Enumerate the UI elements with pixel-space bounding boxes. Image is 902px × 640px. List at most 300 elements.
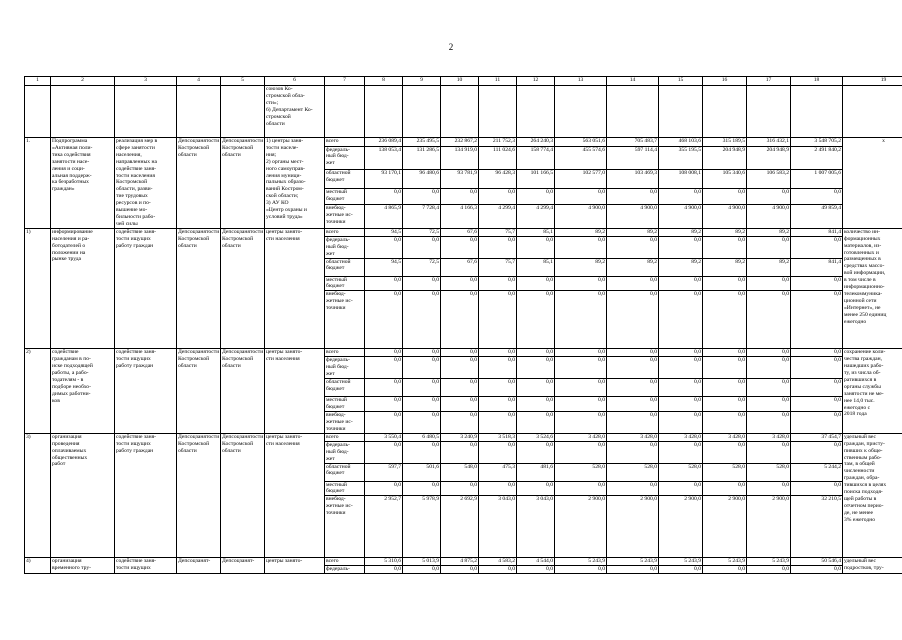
- funding-value: 2 692,9: [441, 496, 479, 558]
- funding-value: 2 900,0: [659, 496, 703, 558]
- funding-value: 0,0: [555, 397, 607, 412]
- funding-value: 0,0: [555, 189, 607, 205]
- funding-value: 0,0: [607, 236, 659, 258]
- participants: центры занято-: [265, 558, 325, 574]
- funding-value: 89,2: [555, 258, 607, 276]
- funding-value: 96 428,3: [479, 169, 517, 188]
- column-header: 7: [325, 77, 365, 86]
- funding-value: 0,0: [747, 276, 791, 291]
- funding-value: 0,0: [555, 291, 607, 349]
- funding-value: 0,0: [403, 357, 441, 379]
- funding-value: 89,2: [703, 228, 747, 236]
- funding-value: 0,0: [479, 189, 517, 205]
- funding-value: 0,0: [479, 481, 517, 496]
- funding-value: 0,0: [659, 411, 703, 433]
- funding-value: 235 495,5: [403, 138, 441, 147]
- funding-value: 0,0: [403, 276, 441, 291]
- funding-value: 2 900,0: [703, 496, 747, 558]
- funding-value: 0,0: [441, 411, 479, 433]
- funding-value: 316 432,1: [747, 138, 791, 147]
- measure-goal: содействие заня- тости ищущих: [115, 558, 177, 574]
- funding-value: 0,0: [703, 276, 747, 291]
- column-header: 5: [221, 77, 265, 86]
- measure-name: информирование населения и ра- ботодателей о положении на рынке труда: [51, 228, 115, 349]
- funding-value: 103 469,3: [607, 169, 659, 188]
- funding-value: 0,0: [403, 566, 441, 574]
- funding-value: 528,0: [607, 463, 659, 481]
- funding-value: 0,0: [791, 379, 843, 397]
- funding-value: 3 240,9: [441, 433, 479, 441]
- funding-value: 94,5: [365, 258, 403, 276]
- measure-goal: реализация мер в сфере занятости населения, направленных на содействие заня- тости населения Костромской области, разви- тие трудовых ресурсов и по- вышение мо- бильности рабо- чей силы: [115, 138, 177, 229]
- measure-goal: содействие заня- тости ищущих работу граждан: [115, 433, 177, 558]
- funding-value: 841,4: [791, 258, 843, 276]
- funding-value: 0,0: [703, 379, 747, 397]
- funding-value: 3 428,0: [747, 433, 791, 441]
- funding-value: 0,0: [441, 291, 479, 349]
- funding-value: 89,2: [607, 228, 659, 236]
- funding-value: 0,0: [607, 291, 659, 349]
- measure-name: организация проведения оплачиваемых общественных работ: [51, 433, 115, 558]
- funding-value: 3 548 705,2: [791, 138, 843, 147]
- funding-source: областной бюджет: [325, 169, 365, 188]
- funding-value: 5 310,6: [365, 558, 403, 566]
- funding-value: 89,2: [555, 228, 607, 236]
- funding-value: 4 299,4: [479, 205, 517, 229]
- measure-goal: содействие заня- тости ищущих работу граждан: [115, 228, 177, 349]
- coexecutor: Депсоцзанятости Костромской области: [221, 138, 265, 229]
- funding-source: всего: [325, 349, 365, 357]
- funding-value: 0,0: [441, 349, 479, 357]
- funding-value: 0,0: [517, 357, 555, 379]
- funding-value: 89,2: [747, 228, 791, 236]
- funding-value: 0,0: [747, 411, 791, 433]
- funding-value: 0,0: [607, 481, 659, 496]
- funding-value: 0,0: [441, 379, 479, 397]
- funding-value: 841,4: [791, 228, 843, 236]
- funding-value: 49 859,4: [791, 205, 843, 229]
- funding-value: 528,0: [659, 463, 703, 481]
- funding-value: 0,0: [659, 276, 703, 291]
- funding-value: 0,0: [791, 411, 843, 433]
- column-header: 15: [659, 77, 703, 86]
- funding-source: внебюд- жетные ис- точники: [325, 291, 365, 349]
- responsible-executor: Депсоцзанятости Костромской области: [177, 349, 221, 434]
- funding-value: 0,0: [555, 357, 607, 379]
- funding-value: 0,0: [555, 481, 607, 496]
- funding-value: 5 243,9: [555, 558, 607, 566]
- funding-source: местный бюджет: [325, 276, 365, 291]
- coexecutor: Депсоцзанятости Костромской области: [221, 349, 265, 434]
- funding-value: 0,0: [517, 566, 555, 574]
- funding-value: 3 428,0: [659, 433, 703, 441]
- funding-value: 0,0: [441, 236, 479, 258]
- funding-value: 131 286,5: [403, 146, 441, 169]
- funding-value: 528,0: [555, 463, 607, 481]
- funding-value: 548,0: [441, 463, 479, 481]
- funding-value: 0,0: [365, 411, 403, 433]
- funding-value: 0,0: [659, 379, 703, 397]
- column-header: 18: [791, 77, 843, 86]
- funding-value: 3 428,0: [703, 433, 747, 441]
- funding-value: 0,0: [703, 357, 747, 379]
- column-header: 19: [843, 77, 902, 86]
- responsible-executor: Депсоцзанят-: [177, 558, 221, 574]
- column-header: 1: [25, 77, 51, 86]
- funding-value: 2 900,0: [607, 496, 659, 558]
- table-row: [25, 558, 902, 566]
- funding-value: 4 900,0: [607, 205, 659, 229]
- funding-value: 102 577,0: [555, 169, 607, 188]
- funding-value: 0,0: [747, 481, 791, 496]
- funding-value: 0,0: [441, 481, 479, 496]
- funding-value: 2 491 840,2: [791, 146, 843, 169]
- funding-value: 94,5: [365, 228, 403, 236]
- row-number: 4): [25, 558, 51, 574]
- header-row: [25, 77, 902, 86]
- funding-value: 0,0: [791, 441, 843, 463]
- funding-value: 0,0: [517, 397, 555, 412]
- funding-source: федераль- ный бюд- жет: [325, 146, 365, 169]
- funding-value: 0,0: [517, 349, 555, 357]
- funding-value: 0,0: [555, 236, 607, 258]
- funding-value: 0,0: [747, 236, 791, 258]
- table-row: [25, 228, 902, 236]
- funding-value: 85,1: [517, 258, 555, 276]
- funding-value: 0,0: [517, 276, 555, 291]
- funding-value: 204 948,9: [703, 146, 747, 169]
- measure-name: содействие гражданам в по- иске подходящей работы, а рабо- тодателям - в подборе необхо- димых работни- ков: [51, 349, 115, 434]
- funding-source: внебюд- жетные ис- точники: [325, 205, 365, 229]
- funding-value: 134 919,0: [441, 146, 479, 169]
- funding-value: 0,0: [703, 441, 747, 463]
- funding-value: 3 518,3: [479, 433, 517, 441]
- column-header: 16: [703, 77, 747, 86]
- participants: центры занято- сти населения: [265, 349, 325, 434]
- funding-value: 0,0: [747, 441, 791, 463]
- funding-value: 93 170,1: [365, 169, 403, 188]
- table-row: [25, 138, 902, 147]
- funding-value: 0,0: [479, 441, 517, 463]
- funding-value: 0,0: [365, 276, 403, 291]
- funding-value: 597,7: [365, 463, 403, 481]
- funding-value: 3 043,0: [517, 496, 555, 558]
- funding-source: областной бюджет: [325, 258, 365, 276]
- funding-value: 3 043,0: [479, 496, 517, 558]
- funding-value: 0,0: [659, 349, 703, 357]
- column-header: 2: [51, 77, 115, 86]
- funding-value: 705 483,7: [607, 138, 659, 147]
- funding-value: 501,6: [403, 463, 441, 481]
- funding-value: 0,0: [555, 411, 607, 433]
- funding-value: 4 900,0: [659, 205, 703, 229]
- coexecutor: Депсоцзанят-: [221, 558, 265, 574]
- funding-value: 0,0: [747, 349, 791, 357]
- funding-value: 106 583,2: [747, 169, 791, 188]
- funding-value: 75,7: [479, 258, 517, 276]
- funding-source: всего: [325, 433, 365, 441]
- funding-value: 0,0: [791, 566, 843, 574]
- row-number: 3): [25, 433, 51, 558]
- funding-value: 211 752,3: [479, 138, 517, 147]
- funding-value: 0,0: [659, 481, 703, 496]
- column-header: 4: [177, 77, 221, 86]
- column-header: 9: [403, 77, 441, 86]
- funding-value: 32 210,5: [791, 496, 843, 558]
- coexecutor: Депсоцзанятости Костромской области: [221, 228, 265, 349]
- funding-value: 5 243,9: [607, 558, 659, 566]
- measure-name: Подпрограмма «Активная поли- тика содействия занятости насе- ления и соци- альная поддерж- ка безработных граждан»: [51, 138, 115, 229]
- measure-goal: содействие заня- тости ищущих работу граждан: [115, 349, 177, 434]
- funding-value: 264 240,3: [517, 138, 555, 147]
- funding-value: 0,0: [403, 397, 441, 412]
- funding-value: 0,0: [791, 357, 843, 379]
- funding-value: 563 051,6: [555, 138, 607, 147]
- funding-value: 0,0: [365, 189, 403, 205]
- row-number: 1.: [25, 138, 51, 229]
- column-header: 10: [441, 77, 479, 86]
- funding-value: 0,0: [479, 276, 517, 291]
- funding-source: областной бюджет: [325, 379, 365, 397]
- funding-value: 0,0: [747, 189, 791, 205]
- funding-value: 0,0: [441, 276, 479, 291]
- funding-value: 2 952,7: [365, 496, 403, 558]
- funding-value: 0,0: [659, 566, 703, 574]
- measure-name: организация временного тру-: [51, 558, 115, 574]
- funding-value: 5 244,2: [791, 463, 843, 481]
- funding-value: 0,0: [703, 566, 747, 574]
- funding-source: федераль- ный бюд- жет: [325, 441, 365, 463]
- funding-value: 75,7: [479, 228, 517, 236]
- column-header: 8: [365, 77, 403, 86]
- funding-value: 0,0: [365, 349, 403, 357]
- target-indicator: удельный вес подростков, тру-: [843, 558, 902, 574]
- funding-source: местный бюджет: [325, 481, 365, 496]
- funding-value: 3 428,0: [555, 433, 607, 441]
- funding-value: 3 550,4: [365, 433, 403, 441]
- funding-value: 0,0: [403, 189, 441, 205]
- funding-value: 4 875,2: [441, 558, 479, 566]
- funding-value: 89,2: [607, 258, 659, 276]
- funding-value: 0,0: [607, 411, 659, 433]
- funding-source: областной бюджет: [325, 463, 365, 481]
- funding-value: 0,0: [517, 236, 555, 258]
- funding-value: 5 978,9: [403, 496, 441, 558]
- funding-value: 236 089,4: [365, 138, 403, 147]
- funding-value: 0,0: [747, 397, 791, 412]
- funding-value: 0,0: [441, 566, 479, 574]
- funding-value: 0,0: [555, 379, 607, 397]
- funding-value: 0,0: [747, 291, 791, 349]
- funding-source: федераль- ный бюд- жет: [325, 236, 365, 258]
- funding-value: 67,6: [441, 228, 479, 236]
- funding-value: 0,0: [365, 291, 403, 349]
- funding-value: 0,0: [703, 397, 747, 412]
- coexecutor: Депсоцзанятости Костромской области: [221, 433, 265, 558]
- funding-value: 0,0: [659, 357, 703, 379]
- funding-source: федераль- ный бюд- жет: [325, 357, 365, 379]
- funding-value: 475,3: [479, 463, 517, 481]
- funding-value: 0,0: [607, 357, 659, 379]
- funding-value: 0,0: [747, 357, 791, 379]
- funding-value: 0,0: [479, 397, 517, 412]
- funding-value: 0,0: [607, 349, 659, 357]
- responsible-executor: Депсоцзанятости Костромской области: [177, 433, 221, 558]
- column-header: 11: [479, 77, 517, 86]
- funding-value: 96 480,6: [403, 169, 441, 188]
- funding-value: 0,0: [517, 481, 555, 496]
- funding-value: 0,0: [555, 276, 607, 291]
- row-number: 2): [25, 349, 51, 434]
- funding-value: 5 243,9: [703, 558, 747, 566]
- column-header: 13: [555, 77, 607, 86]
- funding-value: 4 900,0: [555, 205, 607, 229]
- funding-value: 481,6: [517, 463, 555, 481]
- funding-value: 108 008,1: [659, 169, 703, 188]
- responsible-executor: Депсоцзанятости Костромской области: [177, 228, 221, 349]
- funding-value: 597 114,4: [607, 146, 659, 169]
- funding-value: 0,0: [659, 441, 703, 463]
- column-header: 17: [747, 77, 791, 86]
- funding-value: 4 299,4: [517, 205, 555, 229]
- funding-value: 0,0: [791, 189, 843, 205]
- target-indicator: х: [843, 138, 902, 229]
- funding-value: 85,1: [517, 228, 555, 236]
- funding-value: 0,0: [791, 276, 843, 291]
- funding-value: 7 728,4: [403, 205, 441, 229]
- funding-value: 111 024,6: [479, 146, 517, 169]
- funding-value: 0,0: [403, 441, 441, 463]
- funding-value: 37 454,7: [791, 433, 843, 441]
- funding-value: 0,0: [703, 236, 747, 258]
- funding-value: 0,0: [791, 291, 843, 349]
- funding-source: внебюд- жетные ис- точники: [325, 496, 365, 558]
- funding-value: 1 007 005,6: [791, 169, 843, 188]
- funding-value: 4 544,0: [517, 558, 555, 566]
- funding-value: 138 053,4: [365, 146, 403, 169]
- funding-value: 0,0: [703, 349, 747, 357]
- funding-value: 0,0: [791, 349, 843, 357]
- funding-value: 89,2: [703, 258, 747, 276]
- funding-value: 0,0: [479, 349, 517, 357]
- funding-value: 2 900,0: [555, 496, 607, 558]
- funding-value: 0,0: [659, 397, 703, 412]
- funding-value: 0,0: [747, 379, 791, 397]
- funding-value: 204 948,9: [747, 146, 791, 169]
- funding-value: 315 189,5: [703, 138, 747, 147]
- funding-value: 0,0: [791, 481, 843, 496]
- funding-value: 0,0: [479, 566, 517, 574]
- funding-value: 0,0: [441, 441, 479, 463]
- funding-value: 6 480,5: [403, 433, 441, 441]
- funding-value: 0,0: [479, 379, 517, 397]
- funding-value: 2 900,0: [747, 496, 791, 558]
- funding-value: 0,0: [441, 357, 479, 379]
- funding-value: 89,2: [659, 228, 703, 236]
- funding-value: 0,0: [479, 291, 517, 349]
- funding-value: 4 900,0: [703, 205, 747, 229]
- funding-value: 355 195,5: [659, 146, 703, 169]
- funding-value: 0,0: [365, 236, 403, 258]
- funding-value: 0,0: [607, 441, 659, 463]
- funding-value: 158 774,4: [517, 146, 555, 169]
- funding-value: 0,0: [607, 566, 659, 574]
- funding-value: 0,0: [555, 349, 607, 357]
- funding-value: 0,0: [703, 481, 747, 496]
- funding-value: 4 865,9: [365, 205, 403, 229]
- funding-value: 4 900,0: [747, 205, 791, 229]
- funding-source: местный бюджет: [325, 397, 365, 412]
- funding-value: 0,0: [607, 276, 659, 291]
- table-row: [25, 433, 902, 441]
- funding-value: 0,0: [403, 349, 441, 357]
- page-number: 2: [448, 42, 454, 52]
- column-header: 6: [265, 77, 325, 86]
- funding-value: 72,5: [403, 228, 441, 236]
- program-table: [24, 76, 902, 574]
- column-header: 14: [607, 77, 659, 86]
- funding-value: 455 574,6: [555, 146, 607, 169]
- funding-value: 0,0: [607, 397, 659, 412]
- funding-value: 0,0: [659, 189, 703, 205]
- funding-value: 0,0: [703, 291, 747, 349]
- funding-value: 50 546,4: [791, 558, 843, 566]
- column-header: 12: [517, 77, 555, 86]
- funding-value: 0,0: [365, 397, 403, 412]
- funding-value: 0,0: [555, 566, 607, 574]
- funding-value: 0,0: [365, 566, 403, 574]
- funding-source: всего: [325, 138, 365, 147]
- funding-value: 0,0: [517, 411, 555, 433]
- table-row: [25, 349, 902, 357]
- funding-value: 5 243,9: [659, 558, 703, 566]
- funding-value: 0,0: [365, 379, 403, 397]
- funding-value: 0,0: [791, 397, 843, 412]
- funding-value: 0,0: [517, 189, 555, 205]
- funding-value: 0,0: [403, 379, 441, 397]
- funding-value: 4 166,3: [441, 205, 479, 229]
- funding-value: 0,0: [747, 566, 791, 574]
- funding-value: 0,0: [441, 189, 479, 205]
- funding-value: 0,0: [479, 357, 517, 379]
- funding-value: 468 103,6: [659, 138, 703, 147]
- funding-value: 0,0: [365, 481, 403, 496]
- funding-value: 0,0: [517, 379, 555, 397]
- funding-value: 0,0: [365, 357, 403, 379]
- participants: центры занято- сти населения: [265, 433, 325, 558]
- funding-value: 0,0: [791, 236, 843, 258]
- funding-value: 0,0: [403, 481, 441, 496]
- funding-value: 0,0: [441, 397, 479, 412]
- column-header: 3: [115, 77, 177, 86]
- funding-value: 105 340,6: [703, 169, 747, 188]
- funding-value: 5 243,9: [747, 558, 791, 566]
- row-number: 1): [25, 228, 51, 349]
- funding-value: 0,0: [365, 441, 403, 463]
- funding-value: 3 428,0: [607, 433, 659, 441]
- funding-value: 0,0: [403, 411, 441, 433]
- target-indicator: сохранение коли- чества граждан, нашедших рабо- ту, из числа об- ратившихся в органы службы занятости не ме- нее 14,0 тыс. ежегодно с 2018 года: [843, 349, 902, 434]
- target-indicator: удельный вес граждан, присту- пивших к обще- ственным рабо- там, в общей численности граждан, обра- тившихся в целях поиска подходя- щей работы в отчетном перио- де, не менее 3% ежегодно: [843, 433, 902, 558]
- funding-value: 0,0: [403, 291, 441, 349]
- funding-value: 232 867,2: [441, 138, 479, 147]
- funding-source: всего: [325, 558, 365, 566]
- funding-source: местный бюджет: [325, 189, 365, 205]
- funding-value: 3 524,6: [517, 433, 555, 441]
- funding-source: федераль-: [325, 566, 365, 574]
- funding-source: внебюд- жетные ис- точники: [325, 411, 365, 433]
- funding-value: 528,0: [703, 463, 747, 481]
